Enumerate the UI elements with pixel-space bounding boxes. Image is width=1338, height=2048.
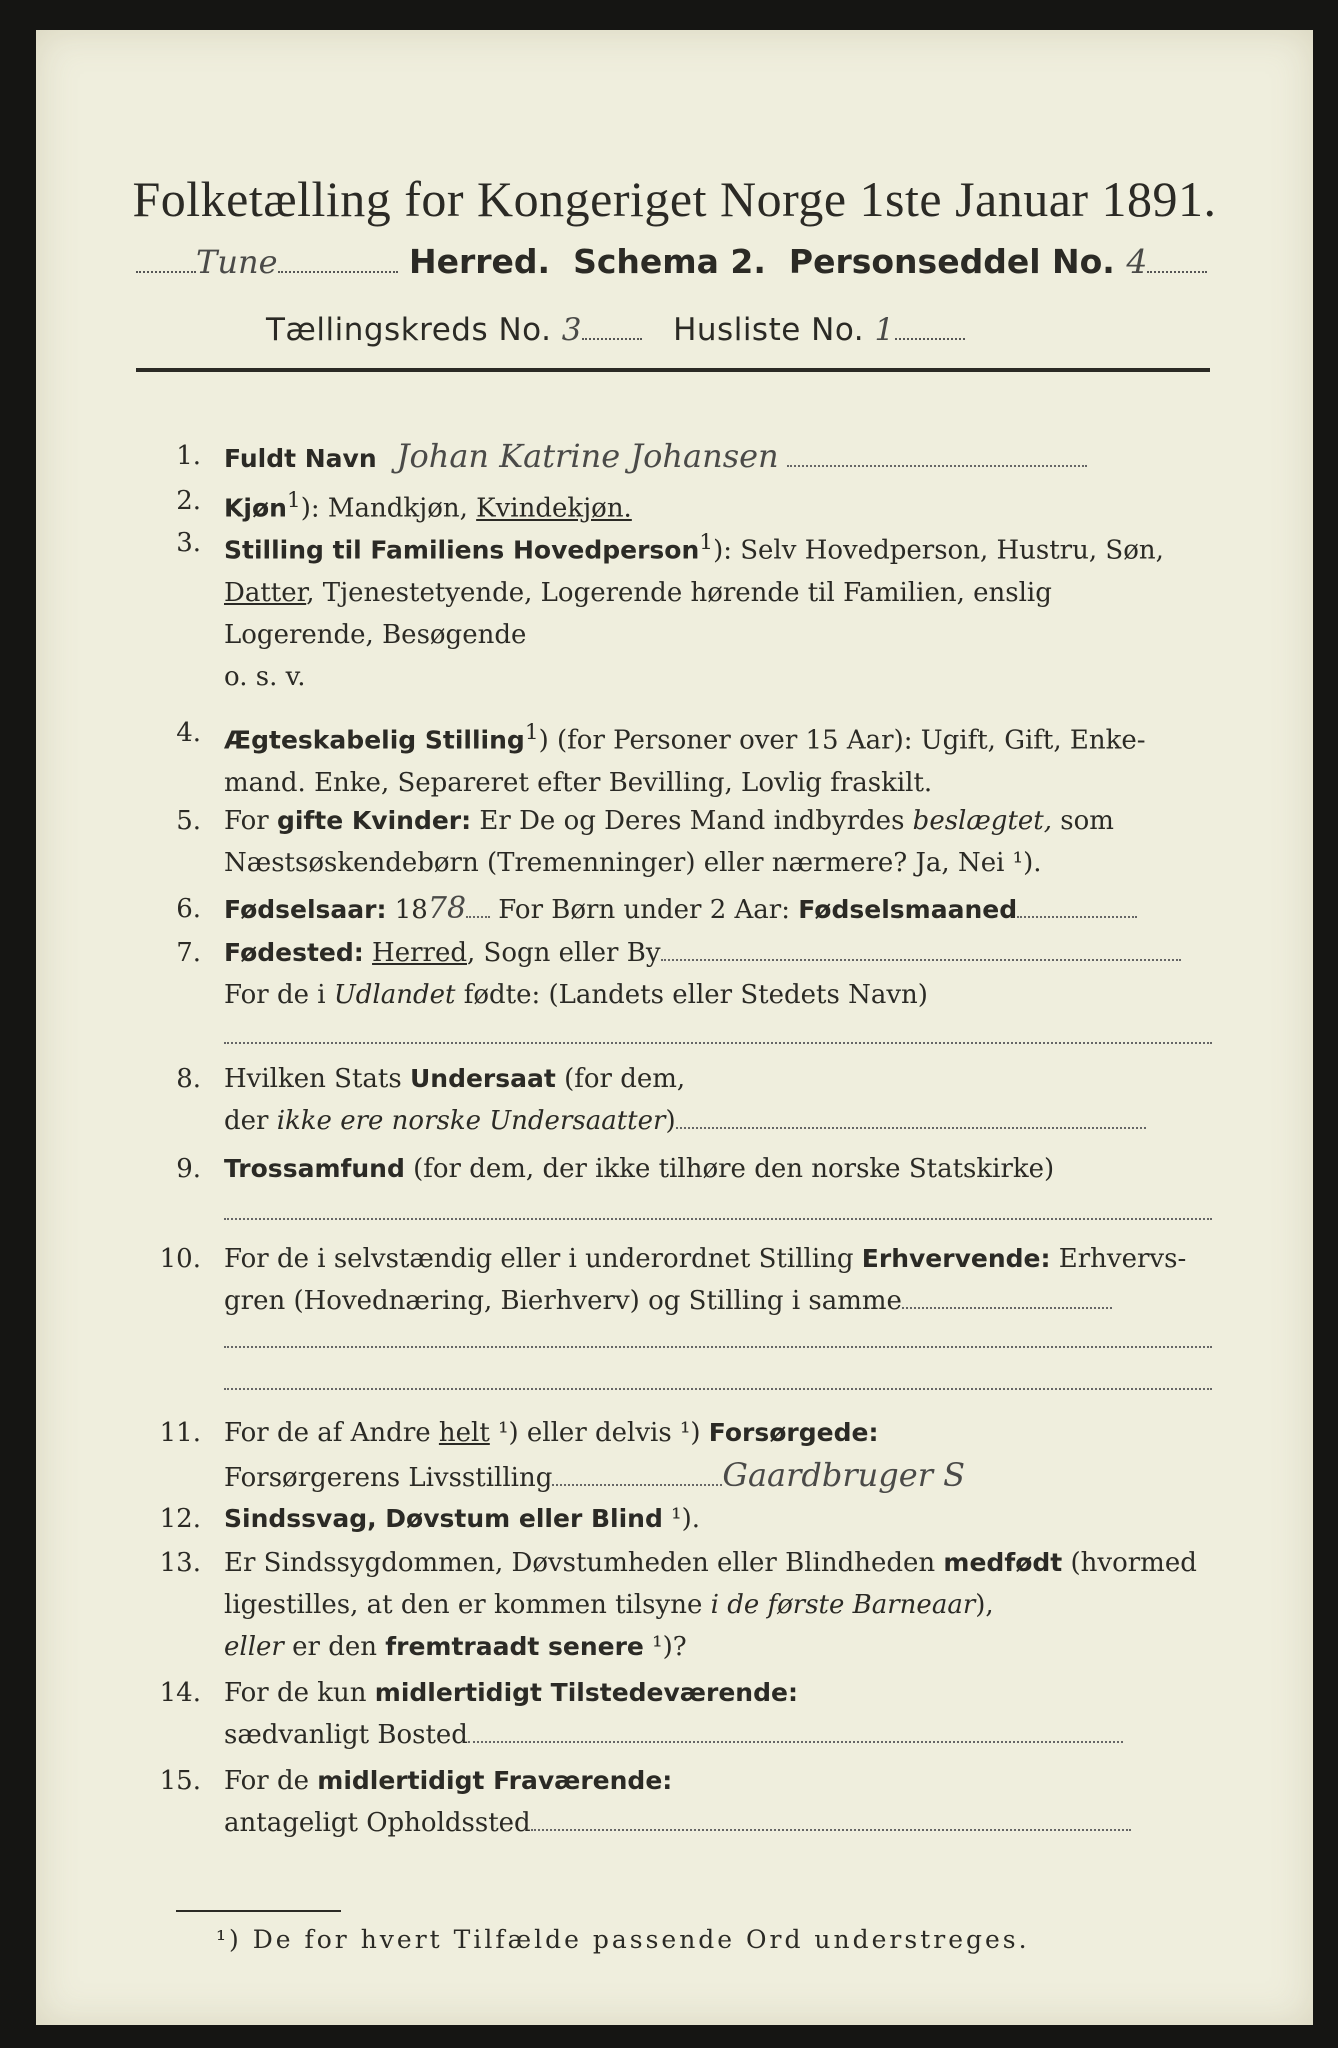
item-label: medfødt bbox=[943, 1548, 1063, 1577]
item-label: Ægteskabelig Stilling bbox=[224, 725, 525, 755]
item-number: 13. bbox=[159, 1548, 201, 1578]
selected-option: Kvindekjøn. bbox=[476, 493, 632, 524]
item-2: 2. Kjøn$^1$): Mandkjøn, Kvindekjøn. bbox=[136, 480, 1212, 522]
personseddel-label: Personseddel No. bbox=[788, 242, 1115, 281]
item-number: 4. bbox=[176, 718, 201, 748]
item-label: Forsørgede: bbox=[708, 1418, 879, 1447]
herred-line bbox=[136, 242, 1207, 281]
kreds-value: 3 bbox=[561, 312, 583, 348]
item-13: 13. Er Sindssygdommen, Døvstumheden eller Blindheden medfødt (hvormed ligestilles, at den er kommen tilsyne i de første Barneaar), eller er den fremtraadt senere ¹)? bbox=[136, 1542, 1212, 1668]
herred-label: Herred. bbox=[409, 242, 551, 281]
item-label: Stilling til Familiens Hovedperson bbox=[224, 535, 700, 565]
item-label: Fødselsaar: bbox=[224, 895, 387, 924]
item-3: 3. Stilling til Familiens Hovedperson$^1$): Selv Hovedperson, Hustru, Søn, Datter, Tjenestetyende, Logerende hørende til Familien, enslig Logerende, Besøgende o. s. v. bbox=[136, 522, 1212, 692]
herred-value: Tune bbox=[196, 243, 278, 281]
item-10: 10. For de i selvstændig eller i underordnet Stilling Erhvervende: Erhvervs- gren (Hovednæring, Bierhverv) og Stilling i samme bbox=[136, 1238, 1212, 1398]
item-14: 14. For de kun midlertidigt Tilstedeværende: sædvanligt Bosted bbox=[136, 1672, 1212, 1756]
item-number: 7. bbox=[176, 938, 201, 968]
item-11: 11. For de af Andre helt ¹) eller delvis ¹) Forsørgede: Forsørgerens Livsstilling Gaardbruger S bbox=[136, 1412, 1212, 1496]
form-title: Folketælling for Kongeriget Norge 1ste Januar 1891. bbox=[132, 171, 1217, 227]
item-number: 8. bbox=[176, 1064, 201, 1094]
selected-option: Datter bbox=[224, 577, 307, 608]
item-number: 3. bbox=[176, 528, 201, 558]
item-number: 6. bbox=[176, 894, 201, 924]
husliste-label: Husliste No. bbox=[673, 312, 865, 348]
item-number: 15. bbox=[159, 1766, 201, 1796]
footnote: ¹) De for hvert Tilfælde passende Ord understreges. bbox=[216, 1925, 1030, 1954]
item-number: 9. bbox=[176, 1154, 201, 1184]
footnote-rule bbox=[176, 1910, 341, 1912]
full-name-value: Johan Katrine Johansen bbox=[396, 437, 779, 475]
item-9: 9. Trossamfund (for dem, der ikke tilhøre den norske Statskirke) bbox=[136, 1148, 1212, 1232]
item-label: midlertidigt Fraværende: bbox=[317, 1766, 673, 1795]
item-1 bbox=[136, 435, 1212, 477]
item-label: Trossamfund bbox=[224, 1154, 405, 1183]
item-label: Fuldt Navn bbox=[224, 444, 377, 473]
item-number: 2. bbox=[176, 486, 201, 516]
item-number: 5. bbox=[176, 806, 201, 836]
header-rule bbox=[136, 368, 1210, 372]
item-label: Undersaat bbox=[409, 1064, 556, 1093]
item-label: Fødested: bbox=[224, 938, 364, 967]
item-number: 1. bbox=[176, 441, 201, 471]
census-form-sheet bbox=[36, 30, 1313, 2025]
item-7: 7. Fødested: Herred, Sogn eller By For de i Udlandet fødte: (Landets eller Stedets Navn) bbox=[136, 932, 1212, 1056]
item-label: gifte Kvinder: bbox=[276, 806, 472, 835]
item-number: 14. bbox=[159, 1678, 201, 1708]
item-15: 15. For de midlertidigt Fraværende: antageligt Opholdssted bbox=[136, 1760, 1212, 1844]
item-number: 10. bbox=[159, 1244, 201, 1274]
answer-line bbox=[224, 1218, 1212, 1220]
answer-line bbox=[224, 1346, 1212, 1348]
item-label: Kjøn bbox=[224, 493, 287, 523]
answer-line bbox=[224, 1388, 1212, 1390]
provider-occupation-value: Gaardbruger S bbox=[722, 1456, 966, 1494]
kreds-label: Tællingskreds No. bbox=[266, 312, 552, 348]
schema-label: Schema 2. bbox=[573, 242, 766, 281]
item-6: 6. Fødselsaar: 1878 For Børn under 2 Aar: Fødselsmaaned bbox=[136, 888, 1212, 930]
item-label: Sindssvag, Døvstum eller Blind bbox=[224, 1504, 663, 1533]
kreds-line bbox=[266, 312, 965, 348]
answer-line bbox=[224, 1042, 1212, 1044]
item-4: 4. Ægteskabelig Stilling$^1$) (for Personer over 15 Aar): Ugift, Gift, Enke- mand. Enke, Separeret efter Bevilling, Lovlig fraskilt. bbox=[136, 712, 1212, 796]
item-label: midlertidigt Tilstedeværende: bbox=[374, 1678, 798, 1707]
personseddel-value: 4 bbox=[1126, 242, 1148, 281]
item-8: 8. Hvilken Stats Undersaat (for dem, der ikke ere norske Undersaatter) bbox=[136, 1058, 1212, 1142]
item-label: Erhvervende: bbox=[861, 1244, 1051, 1273]
selected-option: helt bbox=[438, 1418, 490, 1448]
item-number: 12. bbox=[159, 1504, 201, 1534]
selected-option: Herred bbox=[372, 938, 467, 968]
birth-year-value: 78 bbox=[427, 891, 467, 926]
husliste-value: 1 bbox=[874, 312, 895, 348]
item-number: 11. bbox=[159, 1418, 201, 1448]
item-5: 5. For gifte Kvinder: Er De og Deres Mand indbyrdes beslægtet, som Næstsøskendebørn (Tremenninger) eller nærmere? Ja, Nei ¹). bbox=[136, 800, 1212, 884]
item-12: 12. Sindssvag, Døvstum eller Blind ¹). bbox=[136, 1498, 1212, 1540]
